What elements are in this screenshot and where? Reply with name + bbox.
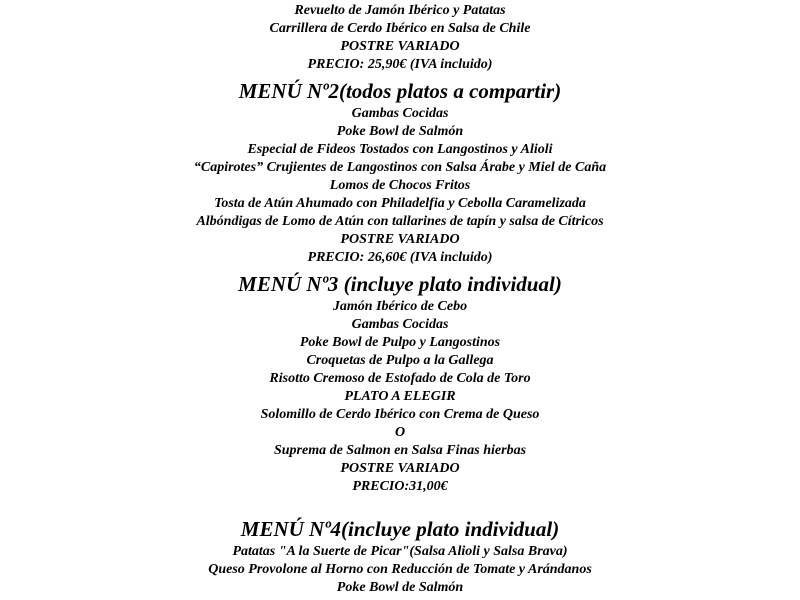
menu3-item-1: Jamón Ibérico de Cebo bbox=[332, 299, 468, 314]
menu3-choice-label: PLATO A ELEGIR bbox=[344, 389, 456, 404]
menu3-item-5: Risotto Cremoso de Estofado de Cola de Toro bbox=[269, 371, 531, 386]
menu2-item-1: Gambas Cocidas bbox=[351, 106, 449, 121]
menu4-item-2: Queso Provolone al Horno con Reducción de Tomate y Arándanos bbox=[208, 562, 592, 577]
menu2-item-4: “Capirotes” Crujientes de Langostinos con Salsa Árabe y Miel de Caña bbox=[193, 160, 607, 175]
menu3-choice-a: Solomillo de Cerdo Ibérico con Crema de Queso bbox=[260, 407, 540, 422]
menu1-item-2: Carrillera de Cerdo Ibérico en Salsa de Chile bbox=[269, 21, 531, 36]
menu4-item-1: Patatas "A la Suerte de Picar"(Salsa Alioli y Salsa Brava) bbox=[232, 544, 568, 559]
menu2-item-2: Poke Bowl de Salmón bbox=[336, 124, 464, 139]
menu2-item-5: Lomos de Chocos Fritos bbox=[329, 178, 471, 193]
menu4-item-3: Poke Bowl de Salmón bbox=[336, 580, 464, 595]
menu2-price: PRECIO: 26,60€ (IVA incluido) bbox=[307, 250, 493, 265]
menu4-title: MENÚ Nº4(incluye plato individual) bbox=[240, 517, 560, 541]
menu2-item-6: Tosta de Atún Ahumado con Philadelfia y Cebolla Caramelizada bbox=[214, 196, 586, 211]
menu3-item-3: Poke Bowl de Pulpo y Langostinos bbox=[299, 335, 501, 350]
menu3-price: PRECIO:31,00€ bbox=[352, 479, 448, 494]
menu3-dessert: POSTRE VARIADO bbox=[340, 461, 460, 476]
menu3-item-2: Gambas Cocidas bbox=[351, 317, 449, 332]
menu1-price: PRECIO: 25,90€ (IVA incluido) bbox=[307, 57, 493, 72]
menu3-or: O bbox=[394, 425, 406, 440]
menu2-item-3: Especial de Fideos Tostados con Langostinos y Alioli bbox=[247, 142, 553, 157]
menu3-title: MENÚ Nº3 (incluye plato individual) bbox=[238, 272, 562, 296]
menu1-item-1: Revuelto de Jamón Ibérico y Patatas bbox=[294, 3, 506, 18]
menu3-item-4: Croquetas de Pulpo a la Gallega bbox=[306, 353, 494, 368]
menu2-dessert: POSTRE VARIADO bbox=[340, 232, 460, 247]
menu2-title: MENÚ Nº2(todos platos a compartir) bbox=[238, 79, 562, 103]
menu3-choice-b: Suprema de Salmon en Salsa Finas hierbas bbox=[273, 443, 527, 458]
menu2-item-7: Albóndigas de Lomo de Atún con tallarines de tapín y salsa de Cítricos bbox=[196, 214, 604, 229]
menu1-dessert: POSTRE VARIADO bbox=[340, 39, 460, 54]
